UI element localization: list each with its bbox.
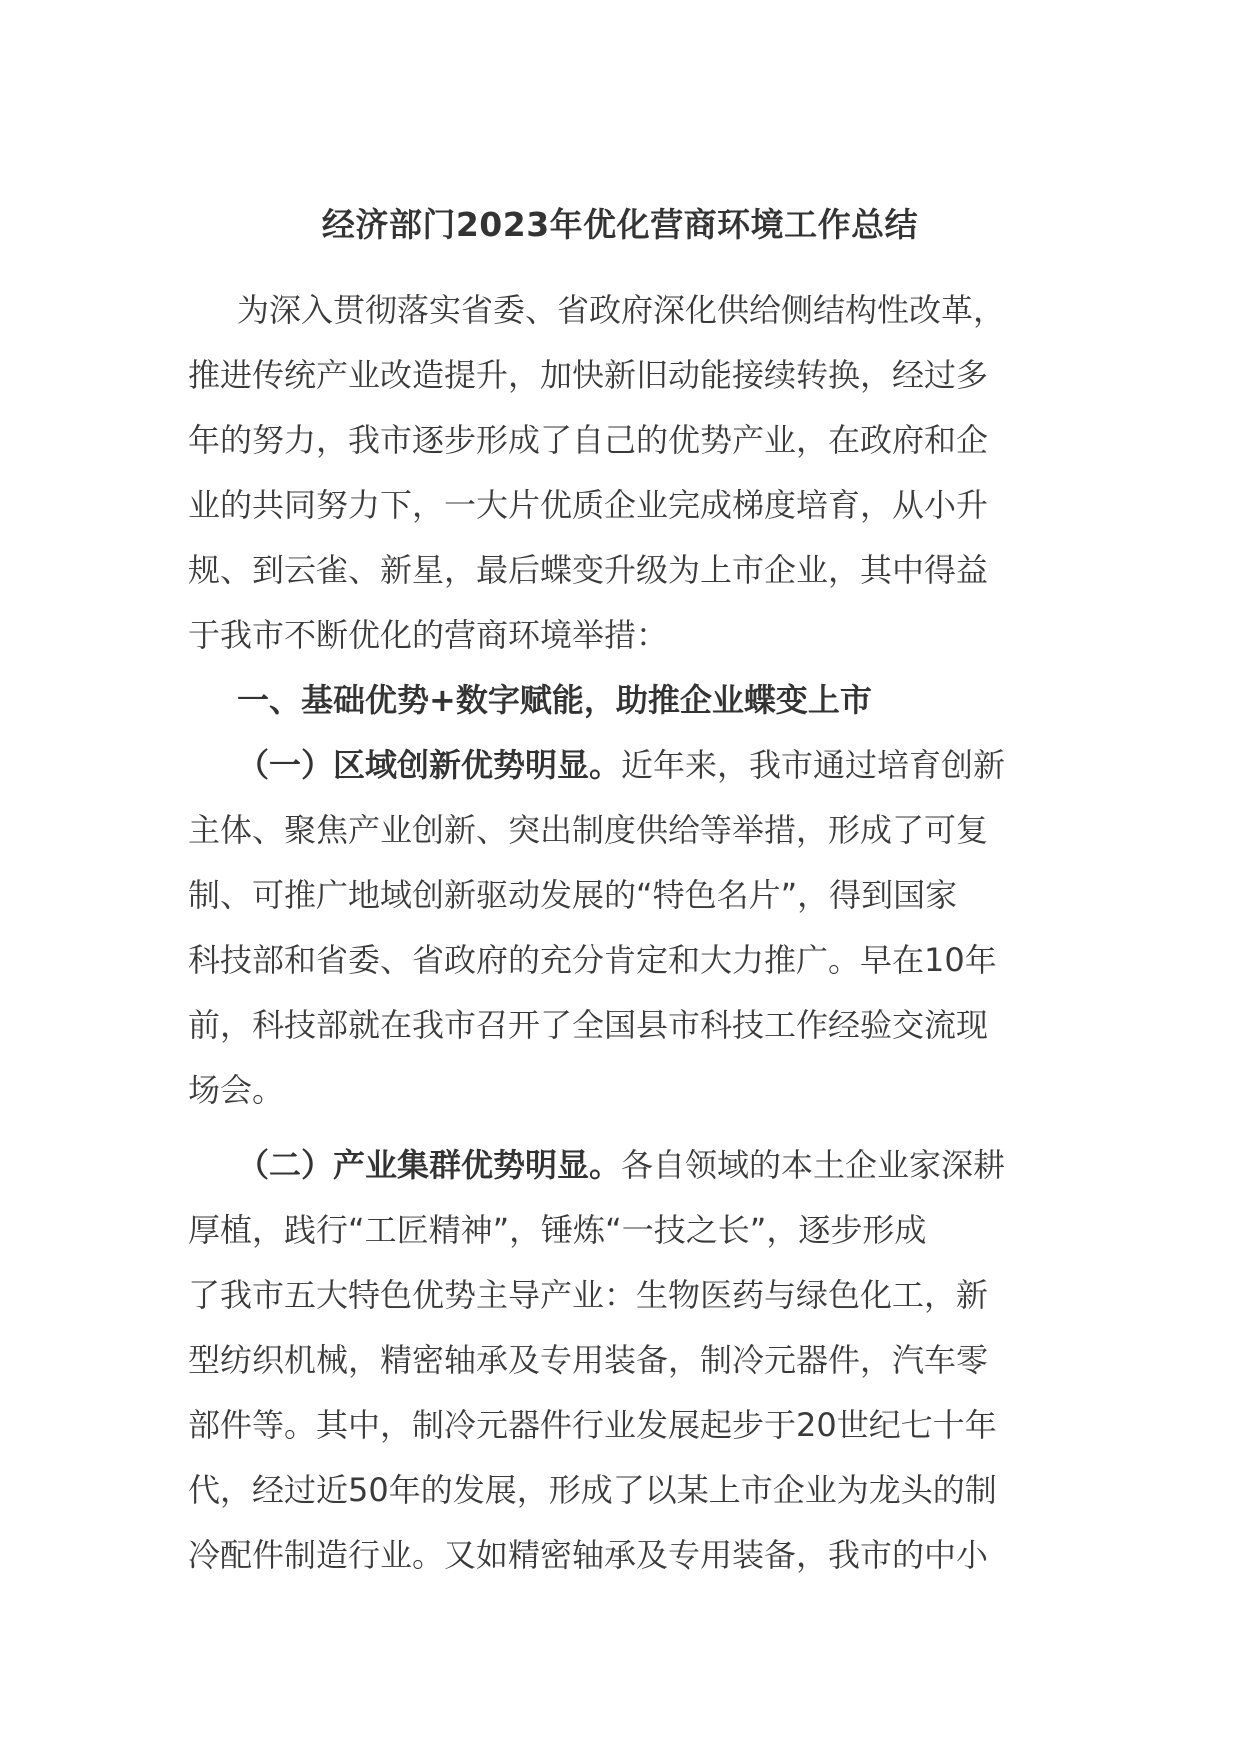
subsection-2-line-5: 部件等。其中，制冷元器件行业发展起步于20世纪七十年 — [188, 1406, 997, 1444]
subsection-1-line-4: 科技部和省委、省政府的充分肯定和大力推广。早在10年 — [188, 941, 997, 979]
subsection-1-line-2: 主体、聚焦产业创新、突出制度供给等举措，形成了可复 — [188, 811, 989, 849]
intro-line-6: 于我市不断优化的营商环境举措： — [188, 616, 669, 654]
subsection-2-first-line — [237, 1143, 1005, 1187]
document-title: 经济部门2023年优化营商环境工作总结 — [321, 205, 919, 244]
intro-line-5: 规、到云雀、新星，最后蝶变升级为上市企业，其中得益 — [188, 551, 989, 589]
subsection-1-first-line-text: 近年来，我市通过培育创新 — [621, 746, 1006, 784]
section-heading-1: 一、基础优势+数字赋能，助推企业蝶变上市 — [237, 681, 872, 719]
subsection-2-line-6: 代，经过近50年的发展，形成了以某上市企业为龙头的制 — [188, 1471, 997, 1509]
subsection-2-line-3: 了我市五大特色优势主导产业：生物医药与绿色化工，新 — [188, 1276, 989, 1314]
intro-line-3: 年的努力，我市逐步形成了自己的优势产业，在政府和企 — [188, 421, 989, 459]
intro-line-1: 为深入贯彻落实省委、省政府深化供给侧结构性改革， — [237, 291, 1006, 329]
subsection-2-line-4: 型纺织机械，精密轴承及专用装备，制冷元器件，汽车零 — [188, 1341, 989, 1379]
intro-line-2: 推进传统产业改造提升，加快新旧动能接续转换，经过多 — [188, 356, 989, 394]
intro-line-4: 业的共同努力下，一大片优质企业完成梯度培育，从小升 — [188, 486, 989, 524]
subsection-1-heading: （一）区域创新优势明显。 — [237, 746, 622, 784]
subsection-2-heading: （二）产业集群优势明显。 — [237, 1146, 622, 1184]
subsection-2-line-2: 厚植，践行“工匠精神”，锤炼“一技之长”，逐步形成 — [188, 1211, 927, 1249]
subsection-1-line-5: 前，科技部就在我市召开了全国县市科技工作经验交流现 — [188, 1006, 989, 1044]
subsection-2-line-7: 冷配件制造行业。又如精密轴承及专用装备，我市的中小 — [188, 1536, 989, 1574]
subsection-2-first-line-text: 各自领域的本土企业家深耕 — [621, 1146, 1006, 1184]
subsection-1-first-line — [237, 743, 1005, 787]
subsection-1-line-3: 制、可推广地域创新驱动发展的“特色名片”，得到国家 — [188, 876, 958, 914]
subsection-1-line-6: 场会。 — [188, 1071, 285, 1109]
